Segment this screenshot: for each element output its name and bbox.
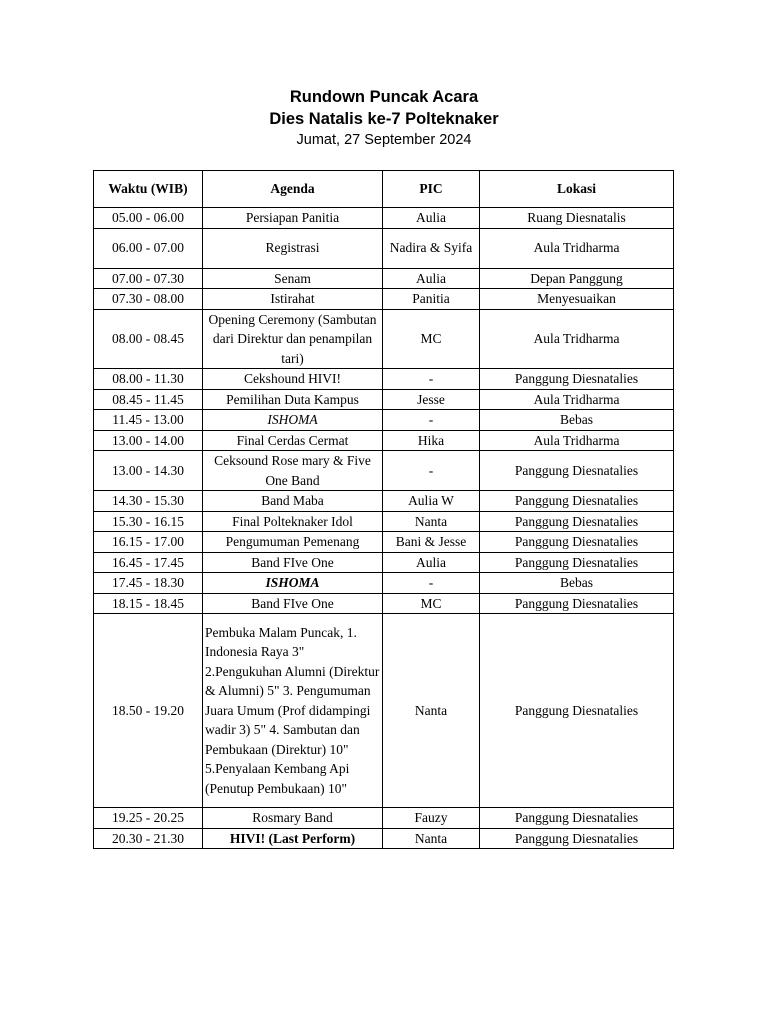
cell-pic: - xyxy=(383,451,480,491)
cell-pic: Aulia xyxy=(383,552,480,573)
cell-waktu: 08.00 - 11.30 xyxy=(94,369,203,390)
cell-waktu: 15.30 - 16.15 xyxy=(94,511,203,532)
column-header-lokasi: Lokasi xyxy=(480,171,674,208)
title-line-1: Rundown Puncak Acara xyxy=(289,88,479,106)
cell-pic: - xyxy=(383,369,480,390)
cell-waktu: 19.25 - 20.25 xyxy=(94,808,203,829)
table-row xyxy=(94,614,674,808)
cell-pic: Aulia xyxy=(383,208,480,229)
cell-pic: - xyxy=(383,410,480,431)
cell-waktu: 08.00 - 08.45 xyxy=(94,309,203,369)
table-row xyxy=(94,511,674,532)
cell-waktu: 18.15 - 18.45 xyxy=(94,593,203,614)
cell-agenda: Opening Ceremony (Sambutan dari Direktur dan penampilan tari) xyxy=(203,309,383,369)
table-row xyxy=(94,552,674,573)
table-row xyxy=(94,808,674,829)
table-row xyxy=(94,268,674,289)
cell-pic: MC xyxy=(383,309,480,369)
cell-lokasi: Bebas xyxy=(480,410,674,431)
cell-lokasi: Aula Tridharma xyxy=(480,228,674,268)
rundown-table xyxy=(93,170,674,849)
cell-pic: Aulia W xyxy=(383,491,480,512)
table-row xyxy=(94,208,674,229)
cell-waktu: 13.00 - 14.30 xyxy=(94,451,203,491)
cell-agenda: Registrasi xyxy=(203,228,383,268)
cell-lokasi: Panggung Diesnatalies xyxy=(480,451,674,491)
cell-waktu: 05.00 - 06.00 xyxy=(94,208,203,229)
cell-lokasi: Aula Tridharma xyxy=(480,389,674,410)
cell-pic: Fauzy xyxy=(383,808,480,829)
cell-lokasi: Panggung Diesnatalies xyxy=(480,511,674,532)
cell-pic: Nanta xyxy=(383,614,480,808)
cell-lokasi: Aula Tridharma xyxy=(480,309,674,369)
column-header-pic: PIC xyxy=(383,171,480,208)
table-row xyxy=(94,491,674,512)
cell-lokasi: Panggung Diesnatalies xyxy=(480,828,674,849)
cell-pic: MC xyxy=(383,593,480,614)
cell-waktu: 17.45 - 18.30 xyxy=(94,573,203,594)
cell-waktu: 06.00 - 07.00 xyxy=(94,228,203,268)
cell-agenda: Pemilihan Duta Kampus xyxy=(203,389,383,410)
table-row xyxy=(94,532,674,553)
cell-lokasi: Ruang Diesnatalis xyxy=(480,208,674,229)
cell-agenda: Pembuka Malam Puncak, 1. Indonesia Raya 3" 2.Pengukuhan Alumni (Direktur & Alumni) 5" 3. Pengumuman Juara Umum (Prof didampingi wadir 3) 5" 4. Sambutan dan Pembukaan (Direktur) 10" 5.Penyalaan Kembang Api (Penutup Pembukaan) 10" xyxy=(203,614,383,808)
cell-pic: Hika xyxy=(383,430,480,451)
cell-pic: - xyxy=(383,573,480,594)
title-line-2: Dies Natalis ke-7 Polteknaker xyxy=(269,110,499,128)
cell-agenda: HIVI! (Last Perform) xyxy=(203,828,383,849)
cell-waktu: 16.15 - 17.00 xyxy=(94,532,203,553)
table-row xyxy=(94,573,674,594)
table-row xyxy=(94,451,674,491)
cell-agenda: Band FIve One xyxy=(203,552,383,573)
cell-lokasi: Aula Tridharma xyxy=(480,430,674,451)
cell-lokasi: Menyesuaikan xyxy=(480,289,674,310)
table-row xyxy=(94,309,674,369)
cell-agenda: Pengumuman Pemenang xyxy=(203,532,383,553)
cell-pic: Nanta xyxy=(383,828,480,849)
cell-waktu: 16.45 - 17.45 xyxy=(94,552,203,573)
cell-pic: Jesse xyxy=(383,389,480,410)
cell-agenda: Senam xyxy=(203,268,383,289)
cell-pic: Panitia xyxy=(383,289,480,310)
cell-lokasi: Bebas xyxy=(480,573,674,594)
document-header xyxy=(0,86,768,150)
table-row xyxy=(94,828,674,849)
cell-agenda: Persiapan Panitia xyxy=(203,208,383,229)
cell-lokasi: Panggung Diesnatalies xyxy=(480,808,674,829)
cell-pic: Aulia xyxy=(383,268,480,289)
cell-agenda: Cekshound HIVI! xyxy=(203,369,383,390)
cell-waktu: 14.30 - 15.30 xyxy=(94,491,203,512)
table-row xyxy=(94,369,674,390)
cell-waktu: 07.00 - 07.30 xyxy=(94,268,203,289)
cell-waktu: 08.45 - 11.45 xyxy=(94,389,203,410)
table-row xyxy=(94,289,674,310)
cell-agenda: Final Cerdas Cermat xyxy=(203,430,383,451)
table-row xyxy=(94,228,674,268)
cell-waktu: 11.45 - 13.00 xyxy=(94,410,203,431)
cell-lokasi: Panggung Diesnatalies xyxy=(480,614,674,808)
column-header-agenda: Agenda xyxy=(203,171,383,208)
cell-lokasi: Panggung Diesnatalies xyxy=(480,552,674,573)
table-row xyxy=(94,430,674,451)
cell-lokasi: Panggung Diesnatalies xyxy=(480,532,674,553)
cell-agenda: Ceksound Rose mary & Five One Band xyxy=(203,451,383,491)
table-header-row xyxy=(94,171,674,208)
cell-lokasi: Panggung Diesnatalies xyxy=(480,491,674,512)
table-row xyxy=(94,389,674,410)
cell-waktu: 18.50 - 19.20 xyxy=(94,614,203,808)
cell-lokasi: Panggung Diesnatalies xyxy=(480,369,674,390)
cell-lokasi: Depan Panggung xyxy=(480,268,674,289)
cell-pic: Bani & Jesse xyxy=(383,532,480,553)
cell-waktu: 13.00 - 14.00 xyxy=(94,430,203,451)
cell-agenda: Band FIve One xyxy=(203,593,383,614)
event-date: Jumat, 27 September 2024 xyxy=(296,132,472,148)
cell-agenda: Final Polteknaker Idol xyxy=(203,511,383,532)
cell-waktu: 07.30 - 08.00 xyxy=(94,289,203,310)
cell-agenda: Band Maba xyxy=(203,491,383,512)
cell-agenda: ISHOMA xyxy=(203,410,383,431)
table-row xyxy=(94,593,674,614)
column-header-waktu: Waktu (WIB) xyxy=(94,171,203,208)
cell-waktu: 20.30 - 21.30 xyxy=(94,828,203,849)
cell-agenda: Rosmary Band xyxy=(203,808,383,829)
cell-agenda: ISHOMA xyxy=(203,573,383,594)
cell-pic: Nanta xyxy=(383,511,480,532)
cell-lokasi: Panggung Diesnatalies xyxy=(480,593,674,614)
cell-pic: Nadira & Syifa xyxy=(383,228,480,268)
cell-agenda: Istirahat xyxy=(203,289,383,310)
table-row xyxy=(94,410,674,431)
